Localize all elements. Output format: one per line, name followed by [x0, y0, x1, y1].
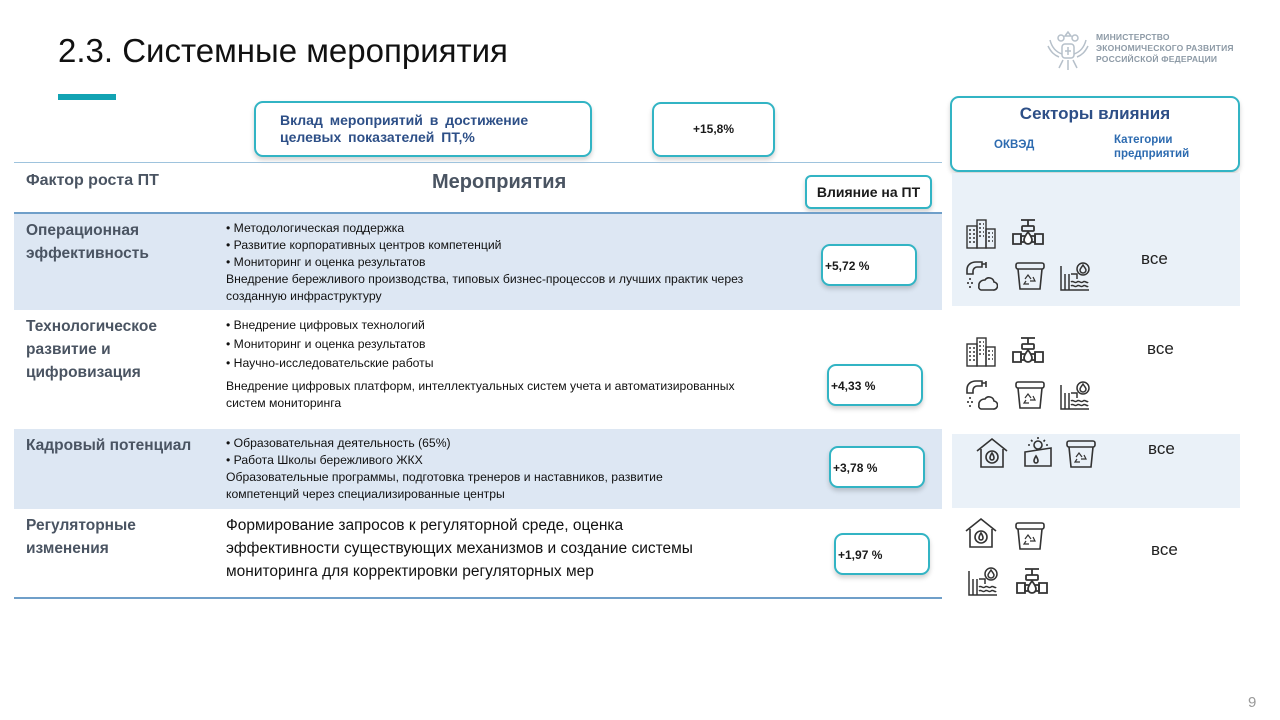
- row-2-measures: [226, 316, 735, 412]
- solar-energy-icon: [1021, 436, 1055, 470]
- row-1-impact: +5,72 %: [821, 244, 917, 286]
- factor-line: развитие и: [26, 341, 111, 358]
- factor-line: цифровизация: [26, 364, 141, 381]
- shower-faucet-icon: [964, 377, 998, 411]
- waste-bin-icon: [1013, 258, 1047, 292]
- header-factor: Фактор роста ПТ: [26, 172, 159, 189]
- measure-text: систем мониторинга: [226, 396, 342, 410]
- water-treatment-icon: [1058, 258, 1092, 292]
- factor-line: Технологическое: [26, 318, 157, 335]
- measure-text: мониторинга для корректировки регуляторных мер: [226, 563, 594, 580]
- sectors-col-okved: ОКВЭД: [994, 139, 1035, 151]
- measure-text: Внедрение цифровых платформ, интеллектуальных систем учета и автоматизированных: [226, 379, 735, 393]
- water-treatment-icon: [1058, 377, 1092, 411]
- table-bottom-border: [14, 597, 942, 599]
- row-3-measures: [226, 435, 663, 503]
- sector-3-categories: все: [1148, 439, 1175, 458]
- factor-line: эффективность: [26, 245, 149, 262]
- measure-text: Формирование запросов к регуляторной среде, оценка: [226, 517, 624, 534]
- table-top-border: [14, 162, 942, 163]
- measure-bullet: • Мониторинг и оценка результатов: [226, 335, 735, 354]
- measure-bullet: • Методологическая поддержка: [226, 220, 743, 237]
- sector-2-categories: все: [1147, 339, 1174, 358]
- row-2-impact: +4,33 %: [827, 364, 923, 406]
- slide-title: 2.3. Системные мероприятия: [58, 32, 508, 69]
- sectors-row-2-background: [950, 306, 1240, 434]
- shower-faucet-icon: [964, 258, 998, 292]
- buildings-icon: [964, 334, 998, 368]
- house-heating-icon: [975, 436, 1009, 470]
- categories-line: Категории: [1114, 134, 1173, 146]
- logo-text-line1: МИНИСТЕРСТВО: [1096, 32, 1170, 42]
- factor-line: изменения: [26, 540, 109, 557]
- factor-line: Кадровый потенциал: [26, 437, 192, 454]
- contribution-total: +15,8%: [652, 102, 775, 157]
- sector-4-categories: все: [1151, 540, 1178, 559]
- measure-text: эффективности существующих механизмов и создание системы: [226, 540, 693, 557]
- house-heating-icon: [964, 516, 998, 550]
- header-measures: Мероприятия: [432, 171, 567, 193]
- row-1-factor: [26, 219, 149, 265]
- water-valve-icon: [1011, 334, 1045, 368]
- buildings-icon: [964, 216, 998, 250]
- measure-text: Образовательные программы, подготовка тренеров и наставников, развитие: [226, 470, 663, 484]
- contribution-label-line2: целевых показателей ПТ,%: [280, 129, 475, 145]
- water-valve-icon: [1015, 565, 1049, 599]
- waste-bin-icon: [1013, 377, 1047, 411]
- row-4-factor: [26, 514, 136, 560]
- measure-text: Внедрение бережливого производства, типовых бизнес-процессов и лучших практик через: [226, 272, 744, 286]
- ministry-logo: [1046, 26, 1246, 74]
- sector-1-categories: все: [1141, 249, 1168, 268]
- header-impact: Влияние на ПТ: [805, 175, 932, 209]
- logo-text-line3: РОССИЙСКОЙ ФЕДЕРАЦИИ: [1096, 54, 1218, 64]
- page-number: 9: [1248, 694, 1257, 711]
- measure-text: компетенций через специализированные центры: [226, 487, 505, 501]
- factor-line: Операционная: [26, 222, 140, 239]
- measure-bullet: • Внедрение цифровых технологий: [226, 316, 735, 335]
- measure-bullet: • Работа Школы бережливого ЖКХ: [226, 452, 663, 469]
- row-4-impact: +1,97 %: [834, 533, 930, 575]
- contribution-label-line1: Вклад мероприятий в достижение: [280, 112, 529, 128]
- measure-text: созданную инфраструктуру: [226, 289, 382, 303]
- measure-bullet: • Мониторинг и оценка результатов: [226, 254, 743, 271]
- factor-line: Регуляторные: [26, 517, 136, 534]
- water-treatment-icon: [966, 563, 1000, 597]
- measure-bullet: • Образовательная деятельность (65%): [226, 435, 663, 452]
- logo-text-line2: ЭКОНОМИЧЕСКОГО РАЗВИТИЯ: [1096, 43, 1234, 53]
- contribution-label-box: [254, 101, 592, 157]
- measure-bullet: • Научно-исследовательские работы: [226, 354, 735, 373]
- row-3-factor: [26, 434, 191, 457]
- title-accent-bar: [58, 94, 116, 100]
- measure-bullet: • Развитие корпоративных центров компетенций: [226, 237, 743, 254]
- row-2-factor: [26, 315, 157, 384]
- row-1-measures: [226, 220, 743, 305]
- waste-bin-icon: [1064, 436, 1098, 470]
- sectors-col-categories: [1114, 133, 1189, 161]
- waste-bin-icon: [1013, 518, 1047, 552]
- sectors-title: Секторы влияния: [1019, 104, 1171, 123]
- row-3-impact: +3,78 %: [829, 446, 925, 488]
- categories-line: предприятий: [1114, 148, 1190, 160]
- double-headed-eagle-icon: [1046, 26, 1090, 74]
- water-valve-icon: [1011, 216, 1045, 250]
- sectors-header: [950, 96, 1240, 172]
- row-4-measures: [226, 514, 693, 583]
